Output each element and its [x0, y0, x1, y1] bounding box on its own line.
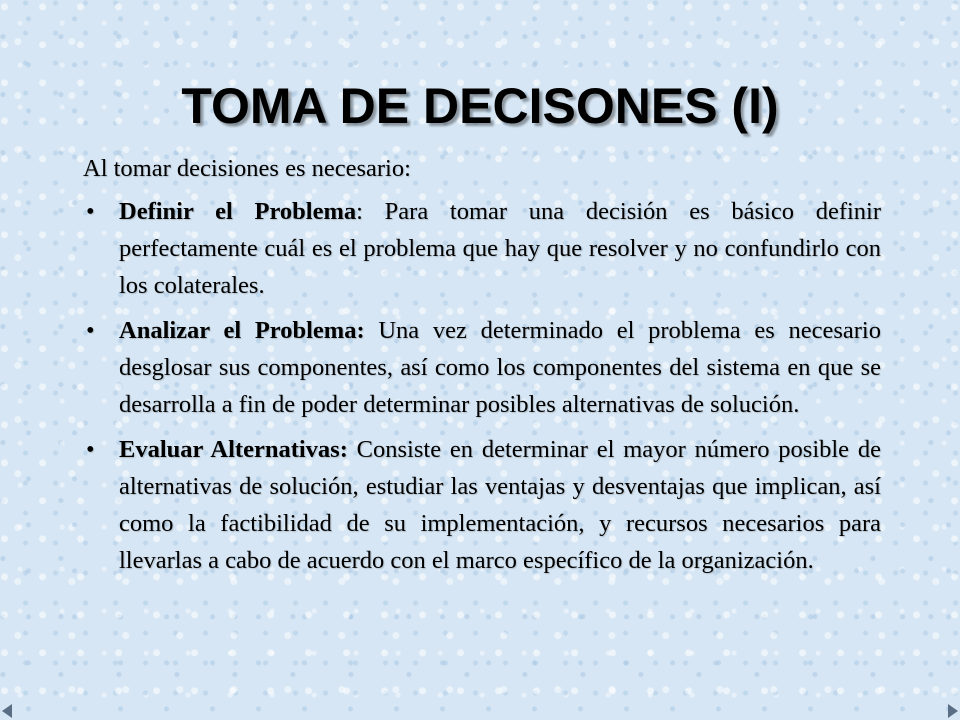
intro-text: Al tomar decisiones es necesario:: [83, 155, 411, 182]
slide-title: TOMA DE DECISONES (I): [181, 78, 779, 134]
bullet-term: Analizar el Problema:: [119, 317, 365, 344]
bullet-text: Una vez determinado el problema es necesario desglosar sus componentes, así como los componentes del sistema en que se desarrolla a fin de poder determinar posibles alternativas de solución.: [119, 317, 881, 418]
bullet-icon: •: [86, 317, 95, 344]
bullet-text: : Para tomar una decisión es básico definir perfectamente cuál es el problema que hay que resolver y no confundirlo con los colaterales.: [119, 198, 881, 299]
bullet-item-evaluar: [83, 431, 881, 579]
bullet-icon: •: [86, 198, 95, 225]
bullet-text: Consiste en determinar el mayor número posible de alternativas de solución, estudiar las ventajas y desventajas que implican, así como la factibilidad de su implementación, y recursos necesarios para llevarlas a cabo de acuerdo con el marco específico de la organización.: [119, 436, 881, 574]
bullet-item-definir: [83, 193, 881, 304]
bullet-item-analizar: [83, 312, 881, 423]
triangle-right-icon[interactable]: [948, 704, 958, 718]
slide-body: [83, 150, 881, 579]
bullet-term: Evaluar Alternativas:: [119, 436, 348, 463]
bullet-icon: •: [86, 436, 95, 463]
bullet-term: Definir el Problema: [119, 198, 357, 225]
triangle-left-icon[interactable]: [2, 704, 12, 718]
bullet-list: [83, 193, 881, 579]
